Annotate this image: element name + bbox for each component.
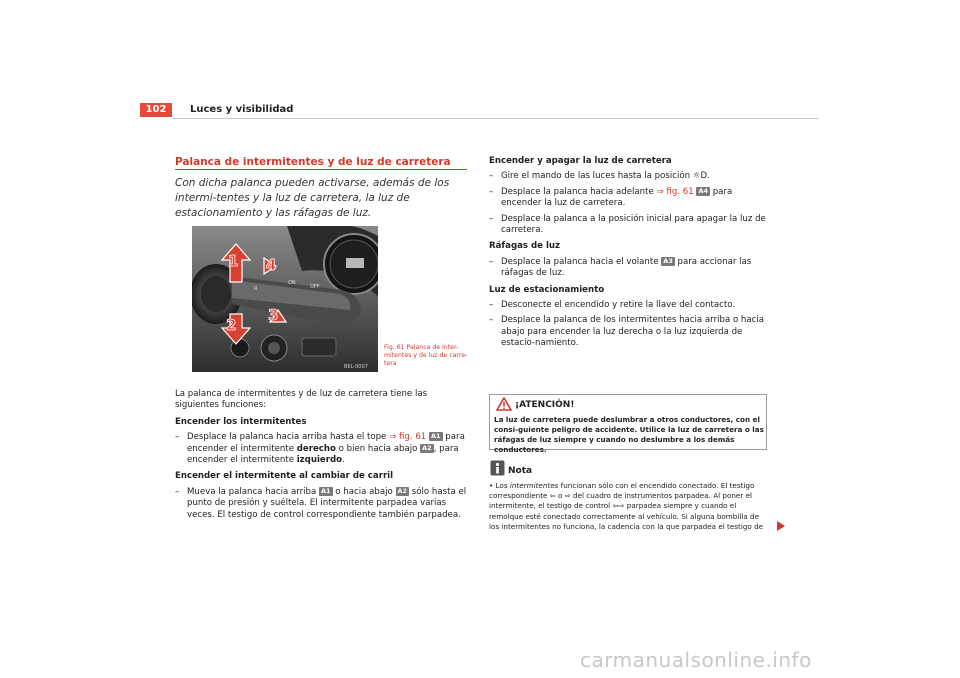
badge-a1: A1 — [431, 432, 441, 441]
right-column — [489, 156, 767, 350]
list-item: – Desconecte el encendido y retire la llave del contacto. — [489, 300, 767, 311]
svg-text:OFF: OFF — [310, 284, 320, 290]
list-item: – Gire el mando de las luces hasta la posición ☼D. — [489, 171, 767, 182]
heading-flash: Ráfagas de luz — [489, 241, 561, 252]
figure-link[interactable]: ⇒ fig. 61 — [656, 186, 694, 197]
note-text: • Los intermitentes funcionan sólo con el encendido conectado. El testigo correspondiente ⇦ o ⇨ del cuadro de instrumentos parpadea. Al poner el intermitente, el testigo de control ⇦⇨ parpadea siempre y cuando el remolque esté conectado correctamente al vehículo. Si alguna bombilla de los intermitentes no funciona, la cadencia con la que parpadea el testigo de — [489, 481, 764, 531]
list-item: – Desplace la palanca hacia arriba hasta el tope ⇒ fig. 61 A1 para encender el intermitente derecho o bien hacia abajo A2 , para encender el intermitente izquierdo. — [175, 432, 469, 466]
heading-turn-signals: Encender los intermitentes — [175, 416, 307, 427]
lever-illustration — [192, 226, 378, 372]
heading-high-beam: Encender y apagar la luz de carretera — [489, 156, 672, 166]
section-rule — [175, 169, 467, 170]
badge-a3: A3 — [663, 256, 673, 265]
list-item: – Desplace la palanca hacia adelante ⇒ fig. 61 A4 para encender la luz de carretera. — [489, 187, 767, 210]
heading-parking-light: Luz de estacionamiento — [489, 284, 605, 295]
callout-4: 4 — [266, 256, 277, 274]
list-item: – Desplace la palanca a la posición inicial para apagar la luz de carretera. — [489, 214, 767, 237]
figure-61-illustration — [192, 226, 378, 372]
badge-a4: A4 — [698, 186, 708, 195]
badge-a2: A2 — [422, 443, 432, 452]
list-item: – Mueva la palanca hacia arriba A1 o hacia abajo A2 sólo hasta el punto de presión y suéltela. El intermitente parpadea varias veces. El testigo de control correspondiente también parpadea. — [175, 487, 469, 521]
continue-arrow-icon — [777, 521, 785, 531]
svg-text:R: R — [254, 286, 258, 292]
watermark: carmanualsonline.info — [580, 648, 812, 672]
section-title: Palanca de intermitentes y de luz de carretera — [175, 156, 451, 168]
warning-box — [489, 394, 767, 454]
left-column — [175, 389, 469, 521]
warning-title: ¡ATENCIÓN! — [515, 400, 575, 410]
list-item: – Desplace la palanca hacia el volante A3 para accionar las ráfagas de luz. — [489, 257, 767, 280]
badge-a2: A2 — [397, 486, 408, 495]
note-title: Nota — [508, 466, 533, 476]
callout-1: 1 — [228, 252, 239, 270]
callout-2: 2 — [226, 316, 237, 334]
figure-link[interactable]: ⇒ fig. 61 — [389, 432, 427, 443]
figure-caption: Fig. 61 Palanca de inter-mitentes y de luz de carre-tera — [384, 344, 468, 367]
chapter-title: Luces y visibilidad — [190, 104, 294, 115]
svg-text:ON: ON — [288, 280, 296, 286]
badge-a1: A1 — [321, 486, 331, 495]
heading-lane-change: Encender el intermitente al cambiar de carril — [175, 471, 394, 482]
header-rule — [172, 118, 819, 119]
callout-3: 3 — [268, 306, 279, 324]
note-bullet: • — [489, 481, 494, 490]
page-number: 102 — [140, 103, 172, 117]
figure-code: B6L-0007 — [344, 364, 368, 370]
section-intro: Con dicha palanca pueden activarse, además de los intermi-tentes y la luz de carretera, la luz de estacionamiento y las ráfagas de luz. — [175, 177, 450, 219]
warning-text: La luz de carretera puede deslumbrar a otros conductores, con el consi-guiente peligro de accidente. Utilice la luz de carretera o las ráfagas de luz siempre y cuando no deslumbre a los demás conductores. — [494, 415, 764, 454]
list-item: – Desplace la palanca de los intermitentes hacia arriba o hacia abajo para encender la luz derecha o la luz izquierda de estacio-namiento. — [489, 315, 767, 349]
warning-triangle-icon — [496, 397, 512, 411]
functions-intro: La palanca de intermitentes y de luz de carretera tiene las siguientes funciones: — [175, 389, 428, 411]
info-note-icon — [490, 460, 505, 476]
